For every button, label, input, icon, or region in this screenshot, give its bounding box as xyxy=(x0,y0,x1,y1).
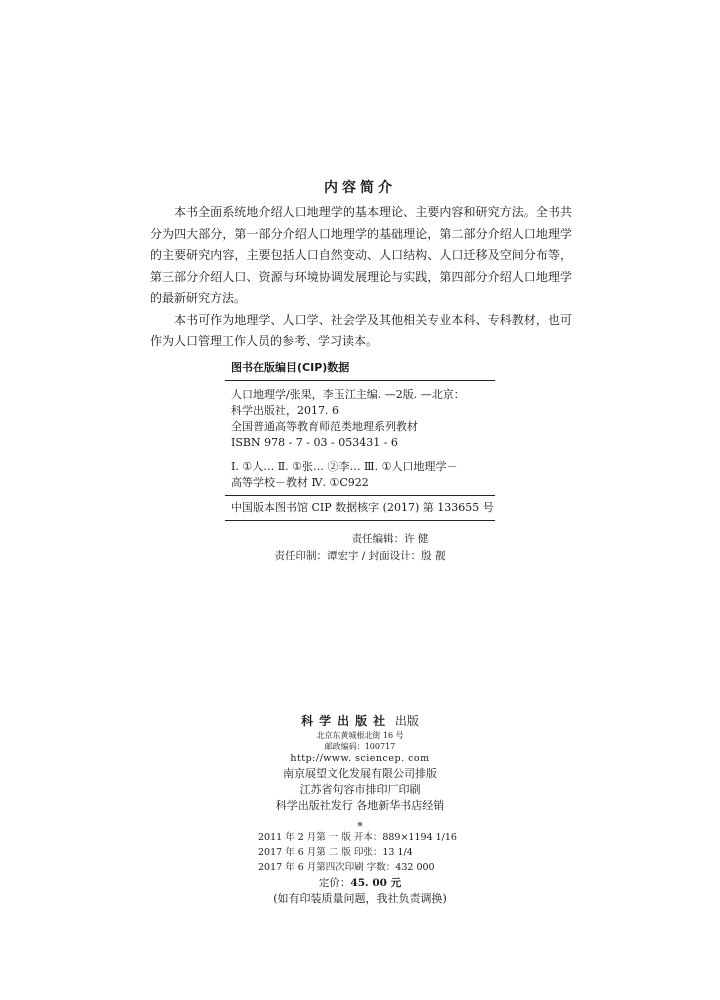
responsible-editor: 责任编辑：许 健 xyxy=(351,533,429,545)
print-detail-line: 2017 年 6 月第四次印刷 字数：432 000 xyxy=(258,862,435,873)
cip-class-line: 高等学校－教材 Ⅳ. ①C922 xyxy=(231,476,369,489)
publisher-block xyxy=(0,712,720,836)
distributor: 科学出版社发行 各地新华书店经销 xyxy=(275,799,445,812)
separator-asterisk: * xyxy=(357,820,363,833)
summary-paragraph: 本书全面系统地介绍人口地理学的基本理论、主要内容和研究方法。全书共分为四大部分，第一部分介绍人口地理学的基础理论，第二部分介绍人口地理学的主要研究内容，主要包括人口自然变动、人口结构、人口迁移及空间分布等，第三部分介绍人口、资源与环境协调发展理论与实践，第四部分介绍人口地理学的最新研究方法。 xyxy=(150,205,572,305)
summary-title: 内容简介 xyxy=(324,180,396,196)
print-detail-line: 2011 年 2 月第 一 版 开本：889×1194 1/16 xyxy=(258,832,457,843)
print-details xyxy=(258,830,478,875)
publisher-postcode: 邮政编码：100717 xyxy=(324,742,396,751)
cip-entry-line: 人口地理学/张果，李玉江主编. —2版. —北京： xyxy=(231,388,465,401)
typesetter: 南京展望文化发展有限公司排版 xyxy=(283,767,437,780)
cip-block xyxy=(225,358,495,521)
cip-entry xyxy=(225,381,495,495)
price-line xyxy=(0,876,720,890)
publisher-name-logotype: 科学出版社 xyxy=(301,714,392,728)
cip-approval-number: 中国版本图书馆 CIP 数据核字 (2017) 第 133655 号 xyxy=(231,501,494,514)
print-and-cover-design: 责任印制：谭宏宇 / 封面设计：殷 靓 xyxy=(274,550,446,562)
editors-block xyxy=(0,531,720,565)
price-label: 定价： xyxy=(318,877,351,889)
cip-class-line: Ⅰ. ①人… Ⅱ. ①张… ②李… Ⅲ. ①人口地理学－ xyxy=(231,460,458,473)
price-value: 45. 00 元 xyxy=(350,877,402,889)
publisher-url: http://www. sciencep. com xyxy=(290,753,430,764)
cip-entry-line: ISBN 978 - 7 - 03 - 053431 - 6 xyxy=(231,436,398,449)
summary-paragraph: 本书可作为地理学、人口学、社会学及其他相关专业本科、专科教材，也可作为人口管理工作人员的参考、学习读本。 xyxy=(150,312,572,348)
cip-rule-bottom xyxy=(225,520,495,521)
cip-entry-line: 科学出版社，2017. 6 xyxy=(231,404,339,417)
publisher-suffix: 出版 xyxy=(394,714,419,728)
cip-gap xyxy=(231,451,495,459)
summary-body xyxy=(150,202,572,353)
print-detail-line: 2017 年 6 月第 二 版 印张：13 1/4 xyxy=(258,847,413,858)
replacement-note: (如有印装质量问题，我社负责调换) xyxy=(273,892,447,905)
publisher-address: 北京东黄城根北街 16 号 xyxy=(316,731,404,740)
printer: 江苏省句容市排印厂印刷 xyxy=(299,783,421,796)
cip-entry-line: 全国普通高等教育师范类地理系列教材 xyxy=(231,420,418,433)
publisher-line xyxy=(0,712,720,730)
cip-heading: 图书在版编目(CIP)数据 xyxy=(231,361,350,374)
